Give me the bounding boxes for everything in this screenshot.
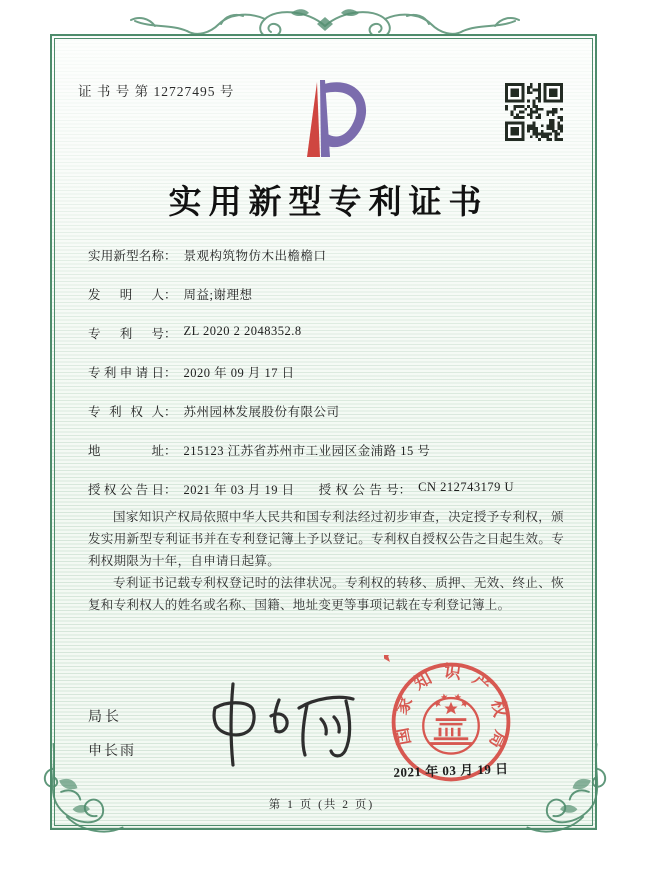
field-label: 实用新型名称 xyxy=(88,249,164,263)
field-value: 2021 年 03 月 19 日 xyxy=(183,483,295,497)
field-value: 景观构筑物仿木出檐檐口 xyxy=(183,249,327,263)
field-row-address xyxy=(88,441,568,460)
field-row-inventor xyxy=(88,285,568,304)
certificate-fields xyxy=(88,246,568,519)
field-row-name xyxy=(88,246,568,265)
colon: ： xyxy=(164,366,177,380)
field-row-patent-number xyxy=(88,324,568,343)
field-label: 发明人 xyxy=(88,288,164,302)
seal-date: 2021 年 03 月 19 日 xyxy=(393,760,509,781)
colon: ： xyxy=(164,288,177,302)
paragraph: 专利证书记载专利权登记时的法律状况。专利权的转移、质押、无效、终止、恢复和专利权人的姓名或名称、国籍、地址变更等事项记载在专利登记簿上。 xyxy=(88,576,564,612)
field-label: 专利申请日 xyxy=(88,366,164,380)
colon: ： xyxy=(164,483,177,497)
field-value: ZL 2020 2 2048352.8 xyxy=(183,324,302,338)
field-label: 授权公告号 xyxy=(318,483,399,497)
director-title: 局长 xyxy=(88,710,122,725)
field-row-grant-date xyxy=(88,480,568,499)
paragraph: 国家知识产权局依照中华人民共和国专利法经过初步审查，决定授予专利权，颁发实用新型专利证书并在专利登记簿上予以登记。专利权自授权公告之日起生效。专利权期限为十年，自申请日起算。 xyxy=(88,510,564,568)
field-value: 苏州园林发展股份有限公司 xyxy=(183,405,340,419)
colon: ： xyxy=(164,405,177,419)
colon: ： xyxy=(398,483,412,497)
field-label: 专利号 xyxy=(88,327,164,341)
colon: ： xyxy=(164,249,177,263)
field-row-filing-date xyxy=(88,363,568,382)
field-value: 215123 江苏省苏州市工业园区金浦路 15 号 xyxy=(183,444,431,458)
colon: ： xyxy=(164,327,177,341)
field-value: CN 212743179 U xyxy=(418,480,515,494)
field-pair-grant-number xyxy=(319,480,514,498)
field-label: 专利权人 xyxy=(88,405,164,419)
director-name: 申长雨 xyxy=(88,744,136,759)
field-row-patentee xyxy=(88,402,568,421)
field-label: 地址 xyxy=(88,444,164,458)
field-value: 周益;谢理想 xyxy=(183,288,253,302)
field-label: 授权公告日 xyxy=(88,483,164,497)
legal-text xyxy=(88,506,564,616)
certificate-number: 证 书 号 第 12727495 号 xyxy=(78,84,235,99)
corner-flourish-right-icon xyxy=(514,742,610,838)
certificate-title: 实用新型专利证书 xyxy=(168,185,489,221)
cnipa-patent-logo-icon xyxy=(263,76,375,166)
seal-text: 国家知识产权局 xyxy=(390,661,512,761)
qr-code xyxy=(505,83,563,141)
director-signature-icon xyxy=(183,672,355,770)
page-footer: 第 1 页 (共 2 页) xyxy=(268,799,375,811)
colon: ： xyxy=(164,444,177,458)
field-value: 2020 年 09 月 17 日 xyxy=(183,366,295,380)
